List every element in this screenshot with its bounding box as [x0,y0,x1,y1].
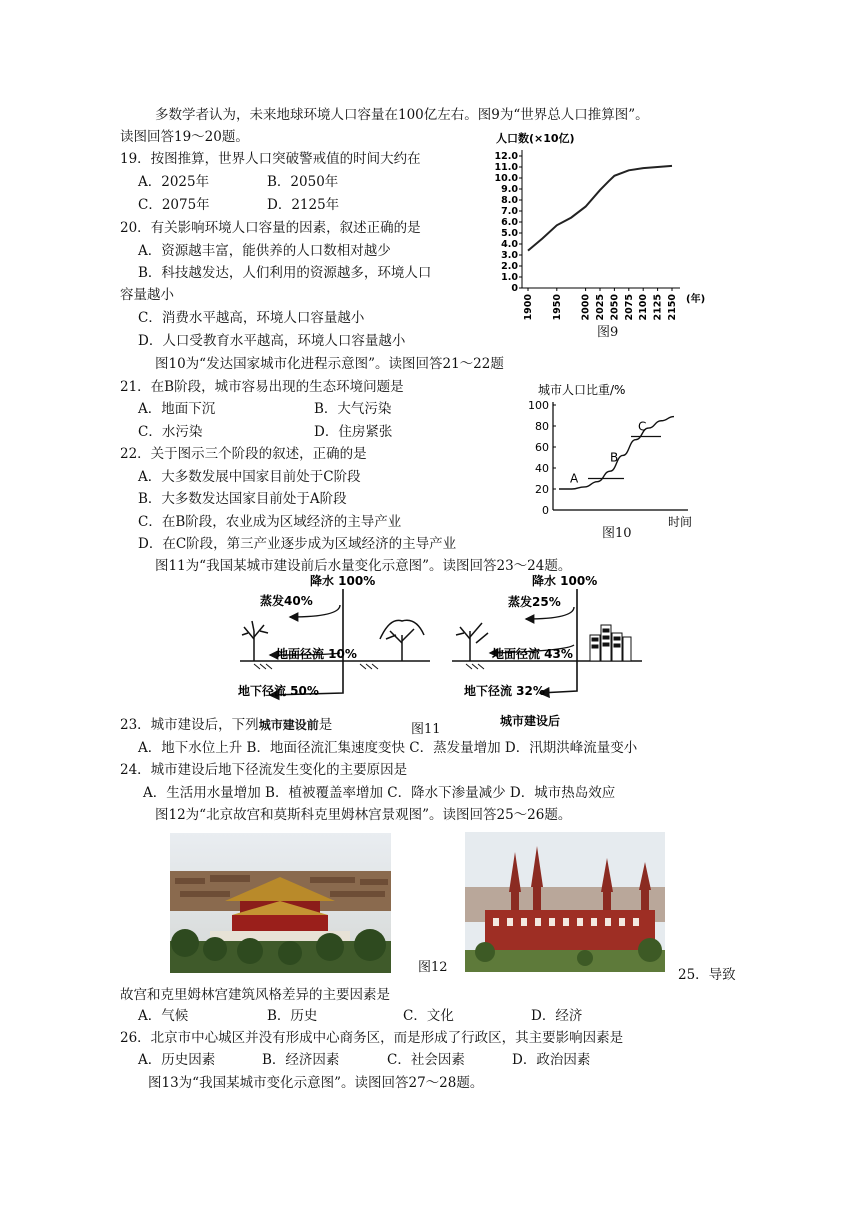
fig9-xtick-label: 2150 [667,294,678,321]
intro3: 图11为“我国某城市建设前后水量变化示意图”。读图回答23～24题。 [155,558,572,574]
q20-option-d[interactable]: D．人口受教育水平越高，环境人口容量越小 [138,333,406,349]
q20-stem: 20．有关影响环境人口容量的因素，叙述正确的是 [120,220,421,236]
fig11-after-surface: 地面径流 43% [492,647,573,661]
fig11-after-evap: 蒸发25% [508,595,561,609]
fig11-after-title: 城市建设后 [500,714,561,728]
fig10-ytick-label: 100 [528,399,549,412]
intro-line1: 多数学者认为，未来地球环境人口容量在100亿左右。图9为“世界总人口推算图”。 [155,107,649,123]
q20-option-b[interactable]: B．科技越发达，人们利用的资源越多，环境人口 [138,265,432,281]
fig9-xlabel: (年) [686,294,706,305]
q25-stem: 故宫和克里姆林宫建筑风格差异的主要因素是 [120,987,390,1003]
building-icon [590,625,631,661]
q21-option-a[interactable]: A．地面下沉 [138,401,216,417]
fig12-caption: 图12 [418,960,448,975]
figure-9-chart [488,130,718,340]
fig10-ytick-label: 20 [535,483,549,496]
q21-option-c[interactable]: C．水污染 [138,424,203,440]
fig9-ytick-label: 8.0 [501,195,518,206]
q26-stem: 26．北京市中心城区并没有形成中心商务区，而是形成了行政区，其主要影响因素是 [120,1030,624,1046]
q26-option-c[interactable]: C．社会因素 [387,1052,465,1068]
fig10-stage-label: B [610,450,619,465]
q26-option-a[interactable]: A．历史因素 [138,1052,216,1068]
q22-stem: 22．关于图示三个阶段的叙述，正确的是 [120,446,367,462]
fig10-stage-label: C [638,419,647,434]
figure-11-diagram [230,573,650,733]
fig9-xtick-label: 2125 [652,294,664,321]
fig10-xlabel: 时间 [668,515,693,529]
q22-option-a[interactable]: A．大多数发展中国家目前处于C阶段 [138,469,361,485]
fig10-ytick-label: 0 [542,504,549,517]
fig11-after-precip: 降水 100% [532,574,598,588]
fig11-before-precip: 降水 100% [310,574,376,588]
q23-stem-line [120,714,332,736]
q26-option-b[interactable]: B．经济因素 [262,1052,340,1068]
fig11-before-ground: 地下径流 50% [238,684,319,698]
q24-options[interactable]: A．生活用水量增加 B．植被覆盖率增加 C．降水下渗量减少 D．城市热岛效应 [143,785,616,801]
fig10-stage-label: A [570,471,579,486]
intro5: 图13为“我国某城市变化示意图”。读图回答27～28题。 [148,1075,484,1091]
q21-option-b[interactable]: B．大气污染 [314,401,392,417]
fig9-xtick-label: 2050 [609,294,621,321]
fig9-ytick-label: 0 [511,283,518,294]
tree-icon [456,623,488,661]
intro-line2: 读图回答19～20题。 [120,129,249,145]
q22-option-c[interactable]: C．在B阶段，农业成为区域经济的主导产业 [138,514,402,530]
fig10-caption: 图10 [602,526,632,541]
fig10-ytick-label: 80 [535,420,549,433]
fig11-after-panel [452,573,642,728]
fig9-ytick-label: 9.0 [501,184,518,195]
figure-10-chart [518,380,718,530]
fig9-caption: 图9 [597,325,619,340]
fig11-caption: 图11 [411,722,441,737]
fig9-xtick-label: 2000 [580,294,592,321]
fig9-population-line [528,166,672,251]
fig9-xtick-label: 1900 [523,294,534,321]
fig9-xtick-label: 2075 [623,294,635,321]
q21-option-d[interactable]: D．住房紧张 [314,424,393,440]
q23-options[interactable]: A．地下水位上升 B．地面径流汇集速度变快 C．蒸发量增加 D．汛期洪峰流量变小 [138,740,638,756]
q19-option-d[interactable]: D．2125年 [267,197,340,213]
q26-option-d[interactable]: D．政治因素 [512,1052,591,1068]
fig11-before-evap: 蒸发40% [260,594,313,608]
fig9-xtick-label: 2100 [638,294,650,321]
fig9-ytick-label: 7.0 [501,206,518,217]
q23-stem-tail: 是 [318,717,333,733]
fig9-xtick-label: 2025 [595,294,606,321]
fig10-ytick-label: 40 [535,462,549,475]
fig9-ytick-label: 11.0 [494,162,518,173]
tree-icon [380,620,424,661]
fig11-before-surface: 地面径流 10% [276,647,357,661]
q25-option-a[interactable]: A．气候 [138,1008,189,1024]
kremlin-photo [465,832,665,972]
q19-option-c[interactable]: C．2075年 [138,197,210,213]
q25-option-d[interactable]: D．经济 [531,1008,583,1024]
fig9-xtick-label: 1950 [551,294,563,321]
fig9-ytick-label: 5.0 [501,228,518,239]
intro2: 图10为“发达国家城市化进程示意图”。读图回答21～22题 [155,356,504,372]
fig9-ytick-label: 2.0 [501,261,518,272]
q25-option-b[interactable]: B．历史 [267,1008,318,1024]
q19-option-a[interactable]: A．2025年 [138,174,210,190]
intro4: 图12为“北京故宫和莫斯科克里姆林宫景观图”。读图回答25～26题。 [155,807,572,823]
q25-option-c[interactable]: C．文化 [403,1008,454,1024]
fig11-before-title: 城市建设前 [258,718,319,732]
fig11-after-ground: 地下径流 32% [464,684,545,698]
fig9-ylabel: 人口数(×10亿) [496,132,575,145]
forbidden-city-photo [170,833,391,973]
tree-icon [242,621,268,661]
fig9-ytick-label: 6.0 [501,217,518,228]
q20-option-c[interactable]: C．消费水平越高，环境人口容量越小 [138,310,365,326]
q23-stem: 23．城市建设后，下列 [120,717,259,733]
fig9-ytick-label: 12.0 [494,151,518,162]
q19-stem: 19．按图推算，世界人口突破警戒值的时间大约在 [120,151,421,167]
fig9-ytick-label: 1.0 [501,272,518,283]
fig9-ytick-label: 10.0 [494,173,518,184]
q25-number: 25．导致 [678,967,736,983]
q24-stem: 24．城市建设后地下径流发生变化的主要原因是 [120,762,408,778]
fig9-ytick-label: 4.0 [501,239,518,250]
fig9-ytick-label: 3.0 [501,250,518,261]
fig10-ytick-label: 60 [535,441,549,454]
q19-option-b[interactable]: B．2050年 [267,174,339,190]
fig10-ylabel: 城市人口比重/% [538,383,626,397]
q20-option-a[interactable]: A．资源越丰富，能供养的人口数相对越少 [138,243,391,259]
q20-option-b-cont: 容量越小 [120,287,174,303]
q22-option-b[interactable]: B．大多数发达国家目前处于A阶段 [138,491,347,507]
fig11-before-panel [238,573,430,698]
q22-option-d[interactable]: D．在C阶段，第三产业逐步成为区域经济的主导产业 [138,536,457,552]
q21-stem: 21．在B阶段，城市容易出现的生态环境问题是 [120,379,404,395]
